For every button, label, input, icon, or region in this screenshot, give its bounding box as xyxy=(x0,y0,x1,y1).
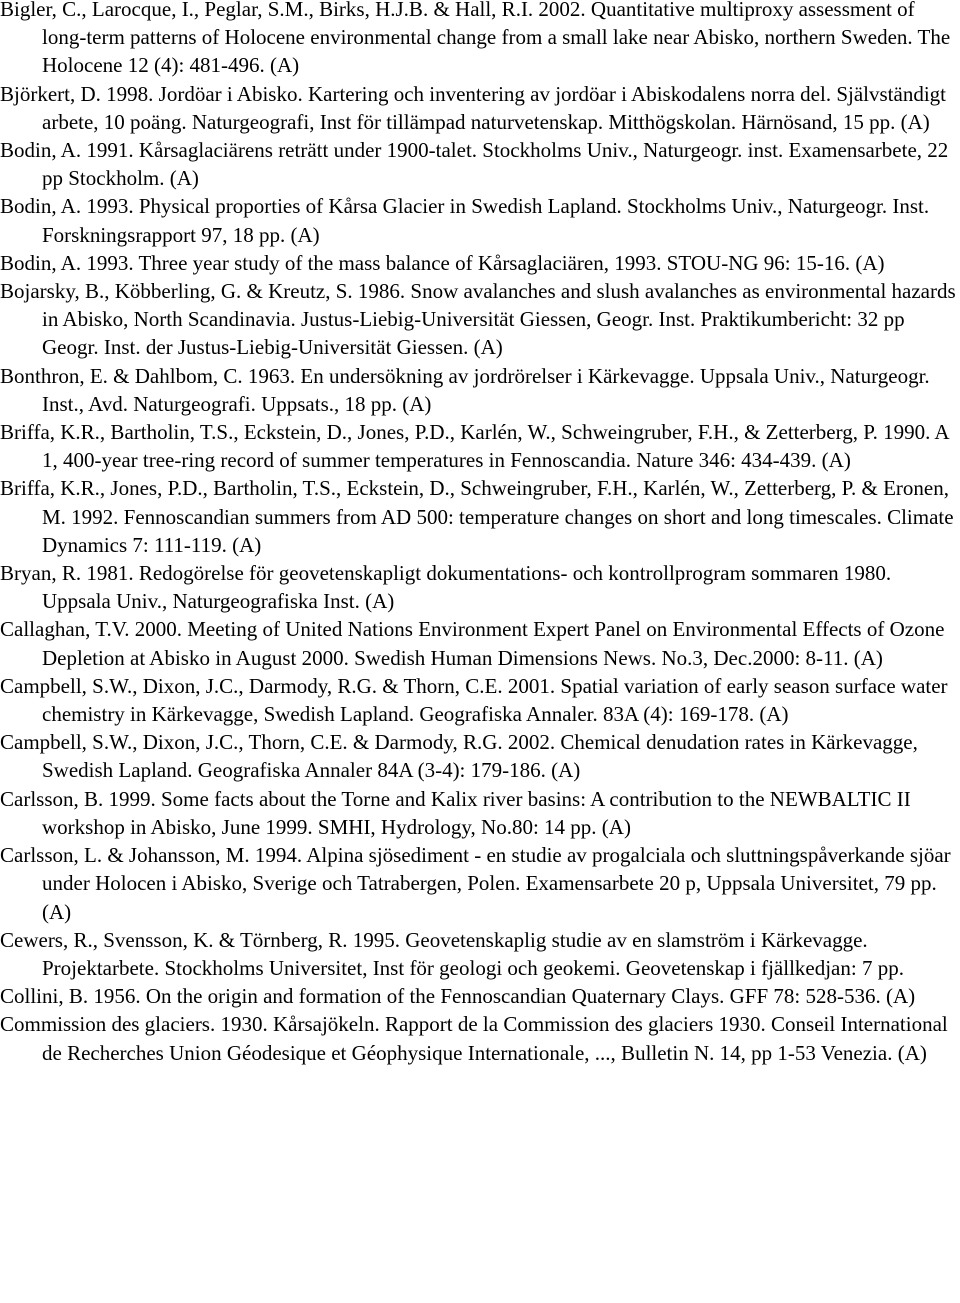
reference-entry: Bigler, C., Larocque, I., Peglar, S.M., Birks, H.J.B. & Hall, R.I. 2002. Quantitative multiproxy assessment of long-term patterns of Holocene environmental change from a small lake near Abisko, northern Sweden. The Holocene 12 (4): 481-496. (A) xyxy=(0,0,951,78)
reference-entry: Callaghan, T.V. 2000. Meeting of United Nations Environment Expert Panel on Environmental Effects of Ozone Depletion at Abisko in August 2000. Swedish Human Dimensions News. No.3, Dec.2000: 8-11. (A) xyxy=(0,617,945,670)
reference-entry: Björkert, D. 1998. Jordöar i Abisko. Kartering och inventering av jordöar i Abiskodalens norra del. Självständigt arbete, 10 poäng. Naturgeografi, Inst för tillämpad naturvetenskap. Mitthögskolan. Härnösand, 15 pp. (A) xyxy=(0,81,946,134)
reference-entry: Campbell, S.W., Dixon, J.C., Darmody, R.G. & Thorn, C.E. 2001. Spatial variation of early season surface water chemistry in Kärkevagge, Swedish Lapland. Geografiska Annaler. 83A (4): 169-178. (A) xyxy=(0,673,948,727)
reference-entry: Bodin, A. 1991. Kårsaglaciärens reträtt under 1900-talet. Stockholms Univ., Naturgeogr. inst. Examensarbete, 22 pp Stockholm. (A) xyxy=(0,138,949,191)
reference-entry: Campbell, S.W., Dixon, J.C., Thorn, C.E. & Darmody, R.G. 2002. Chemical denudation rates in Kärkevagge, Swedish Lapland. Geografiska Annaler 84A (3-4): 179-186. (A) xyxy=(0,730,918,783)
reference-entry: Bodin, A. 1993. Three year study of the mass balance of Kårsaglaciären, 1993. STOU-NG 96: 15-16. (A) xyxy=(0,250,885,275)
reference-entry: Commission des glaciers. 1930. Kårsajökeln. Rapport de la Commission des glaciers 1930. Conseil International de Recherches Union Géodesique et Géophysique Internationale, ..., Bulletin N. 14, pp 1-53 Venezia. (A) xyxy=(0,1012,948,1065)
reference-entry: Bryan, R. 1981. Redogörelse för geovetenskapligt dokumentations- och kontrollprogram sommaren 1980. Uppsala Univ., Naturgeografiska Inst. (A) xyxy=(0,561,892,614)
reference-entry: Bodin, A. 1993. Physical proporties of Kårsa Glacier in Swedish Lapland. Stockholms Univ., Naturgeogr. Inst. Forskningsrapport 97, 18 pp. (A) xyxy=(0,194,930,247)
reference-entry: Briffa, K.R., Jones, P.D., Bartholin, T.S., Eckstein, D., Schweingruber, F.H., Karlén, W., Zetterberg, P. & Eronen, M. 1992. Fennoscandian summers from AD 500: temperature changes on short and long timescales. Climate Dynamics 7: 111-119. (A) xyxy=(0,476,954,557)
reference-entry: Bonthron, E. & Dahlbom, C. 1963. En undersökning av jordrörelser i Kärkevagge. Uppsala Univ., Naturgeogr. Inst., Avd. Naturgeografi. Uppsats., 18 pp. (A) xyxy=(0,363,930,416)
reference-entry: Carlsson, L. & Johansson, M. 1994. Alpina sjösediment - en studie av progalciala och sluttningspåverkande sjöar under Holocen i Abisko, Sverige och Tatrabergen, Polen. Examensarbete 20 p, Uppsala Universitet, 79 pp. (A) xyxy=(0,843,951,924)
reference-entry: Carlsson, B. 1999. Some facts about the Torne and Kalix river basins: A contribution to the NEWBALTIC II workshop in Abisko, June 1999. SMHI, Hydrology, No.80: 14 pp. (A) xyxy=(0,786,911,839)
reference-entry: Briffa, K.R., Bartholin, T.S., Eckstein, D., Jones, P.D., Karlén, W., Schweingruber, F.H., & Zetterberg, P. 1990. A 1, 400-year tree-ring record of summer temperatures in Fennoscandia. Nature 346: 434-439. (A) xyxy=(0,420,949,473)
reference-entry: Collini, B. 1956. On the origin and formation of the Fennoscandian Quaternary Clays. GFF 78: 528-536. (A) xyxy=(0,984,916,1009)
reference-entry: Cewers, R., Svensson, K. & Törnberg, R. 1995. Geovetenskaplig studie av en slamström i Kärkevagge. Projektarbete. Stockholms Universitet, Inst för geologi och geokemi. Geovetenskap i fjällkedjan: 7 pp. xyxy=(0,927,904,980)
reference-entry: Bojarsky, B., Köbberling, G. & Kreutz, S. 1986. Snow avalanches and slush avalanches as environmental hazards in Abisko, North Scandinavia. Justus-Liebig-Universität Giessen, Geogr. Inst. Praktikumbericht: 32 pp Geogr. Inst. der Justus-Liebig-Universität Giessen. (A) xyxy=(0,279,956,360)
